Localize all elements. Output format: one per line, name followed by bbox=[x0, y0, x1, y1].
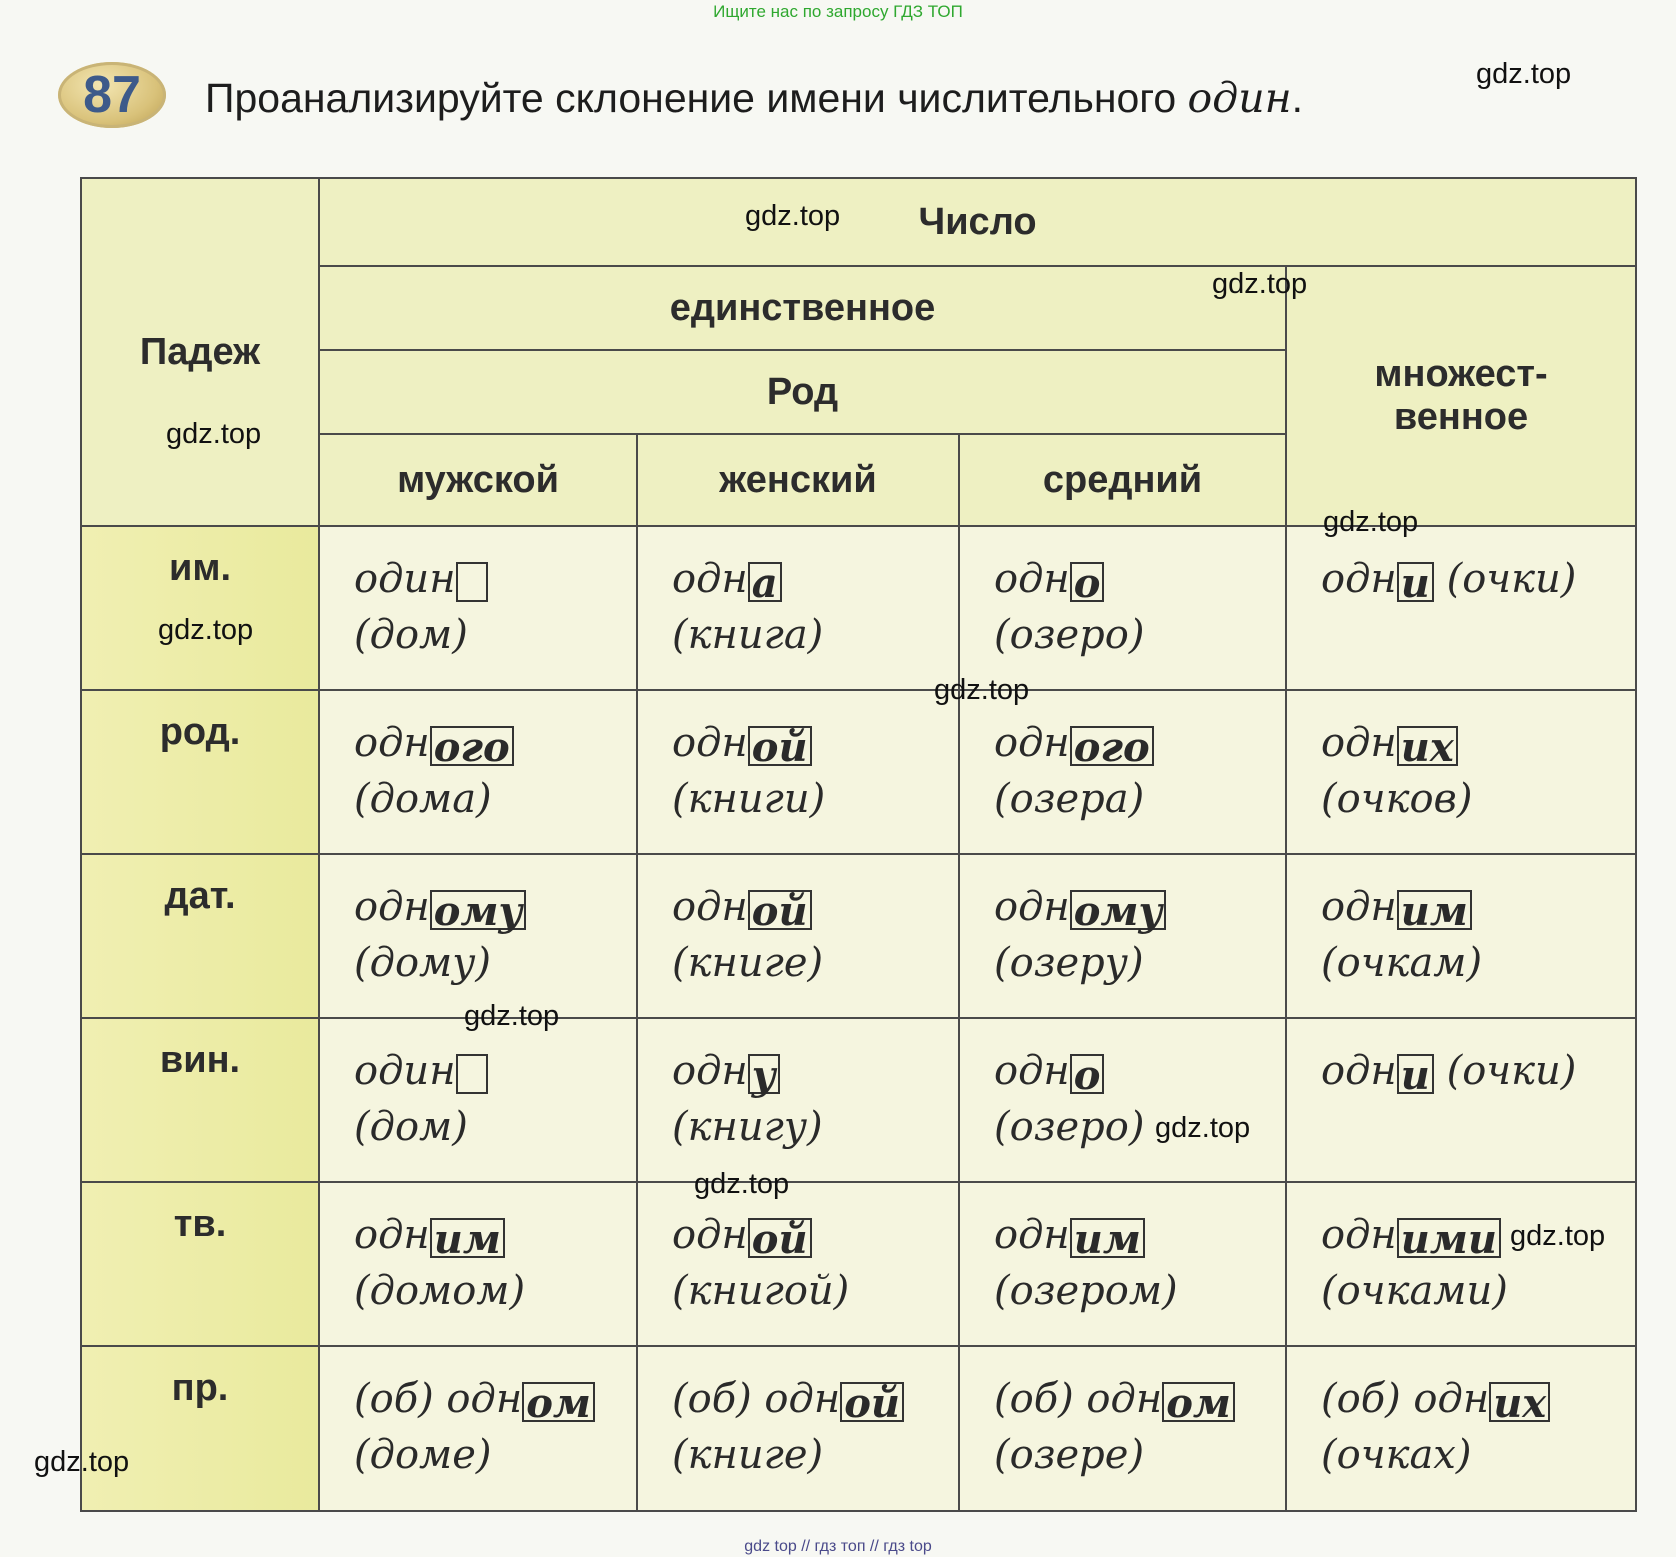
case-label: вин. bbox=[81, 1018, 319, 1182]
stem: одн bbox=[764, 1376, 841, 1422]
case-label: род. bbox=[81, 690, 319, 854]
ending-box: о bbox=[1070, 562, 1105, 602]
form-line bbox=[672, 551, 958, 607]
noun-line: (озера) bbox=[994, 776, 1145, 822]
stem: одн bbox=[672, 884, 748, 930]
ending-box: ому bbox=[430, 890, 527, 930]
watermark: gdz.top bbox=[158, 614, 254, 646]
declension-table bbox=[80, 177, 1637, 1512]
table-row bbox=[81, 526, 1636, 690]
form-cell bbox=[959, 1018, 1286, 1182]
bottom-note: gdz top // гдз топ // гдз top bbox=[744, 1538, 932, 1555]
header-plural-line1: множест- bbox=[1374, 353, 1548, 395]
form-cell bbox=[959, 854, 1286, 1018]
stem: один bbox=[354, 1048, 456, 1094]
noun-line: (озеро) bbox=[994, 612, 1145, 658]
noun-line: (озере) bbox=[994, 1432, 1145, 1478]
ending-box: у bbox=[748, 1054, 780, 1094]
form-cell bbox=[959, 526, 1286, 690]
preposition: (об) bbox=[354, 1376, 447, 1422]
stem: одн bbox=[994, 1212, 1070, 1258]
noun-line: (книгу) bbox=[672, 1104, 823, 1150]
stem: одн bbox=[354, 884, 430, 930]
ending-box: им bbox=[1397, 890, 1472, 930]
table-row bbox=[81, 1182, 1636, 1346]
noun-line: (очкам) bbox=[1321, 940, 1483, 986]
watermark: gdz.top bbox=[464, 1000, 560, 1032]
ending-box: ом bbox=[522, 1382, 595, 1422]
form-line bbox=[994, 1043, 1285, 1099]
stem: один bbox=[354, 556, 456, 602]
header-plural-line2: венное bbox=[1393, 396, 1529, 438]
form-line bbox=[672, 879, 958, 935]
form-line bbox=[354, 715, 636, 771]
stem: одн bbox=[1086, 1376, 1163, 1422]
ending-box: ой bbox=[840, 1382, 904, 1422]
form-cell bbox=[319, 1018, 637, 1182]
ending-box: ому bbox=[1070, 890, 1167, 930]
form-cell bbox=[637, 526, 959, 690]
stem: одн bbox=[1321, 1048, 1397, 1094]
form-line bbox=[994, 715, 1285, 771]
header-gender: Род bbox=[319, 350, 1286, 434]
form-line bbox=[994, 551, 1285, 607]
stem: одн bbox=[994, 1048, 1070, 1094]
ending-box: ого bbox=[430, 726, 514, 766]
table-row bbox=[81, 690, 1636, 854]
noun-line: (дома) bbox=[354, 776, 492, 822]
form-line bbox=[1321, 1371, 1635, 1427]
stem: одн bbox=[672, 556, 748, 602]
stem: одн bbox=[994, 884, 1070, 930]
header-feminine: женский bbox=[637, 434, 959, 526]
noun-inline: (очки) bbox=[1433, 556, 1577, 602]
form-cell bbox=[637, 854, 959, 1018]
stem: одн bbox=[1321, 1212, 1397, 1258]
table-row bbox=[81, 1346, 1636, 1511]
form-cell bbox=[319, 1346, 637, 1511]
noun-line: (озеро) bbox=[994, 1104, 1145, 1150]
ending-box: и bbox=[1397, 1054, 1434, 1094]
header-plural bbox=[1286, 266, 1636, 526]
ending-box: их bbox=[1397, 726, 1458, 766]
form-line bbox=[354, 1207, 636, 1263]
noun-line: (очках) bbox=[1321, 1432, 1472, 1478]
stem: одн bbox=[994, 720, 1070, 766]
noun-line: (книги) bbox=[672, 776, 826, 822]
noun-line: (озеру) bbox=[994, 940, 1144, 986]
form-line bbox=[994, 879, 1285, 935]
form-cell bbox=[959, 1182, 1286, 1346]
header-masculine: мужской bbox=[319, 434, 637, 526]
form-line bbox=[1321, 715, 1635, 771]
noun-line: (книгой) bbox=[672, 1268, 850, 1314]
watermark: gdz.top bbox=[34, 1446, 130, 1478]
form-cell bbox=[1286, 690, 1636, 854]
task-number-badge bbox=[58, 62, 166, 128]
ending-box: ой bbox=[748, 1218, 812, 1258]
form-line bbox=[994, 1371, 1285, 1427]
preposition: (об) bbox=[672, 1376, 765, 1422]
form-cell bbox=[1286, 526, 1636, 690]
noun-line: (дом) bbox=[354, 1104, 468, 1150]
table-row bbox=[81, 1018, 1636, 1182]
noun-line: (очками) bbox=[1321, 1268, 1508, 1314]
noun-line: (книге) bbox=[672, 940, 824, 986]
ending-box: а bbox=[748, 562, 782, 602]
case-label: дат. bbox=[81, 854, 319, 1018]
form-line bbox=[354, 551, 636, 607]
stem: одн bbox=[354, 720, 430, 766]
stem: одн bbox=[672, 720, 748, 766]
watermark: gdz.top bbox=[1155, 1112, 1251, 1144]
watermark: gdz.top bbox=[694, 1168, 790, 1200]
ending-box: и bbox=[1397, 562, 1434, 602]
noun-inline: (очки) bbox=[1433, 1048, 1577, 1094]
form-cell bbox=[319, 526, 637, 690]
ending-box: ом bbox=[1162, 1382, 1235, 1422]
stem: одн bbox=[1413, 1376, 1490, 1422]
form-cell bbox=[637, 690, 959, 854]
case-label: им. bbox=[81, 526, 319, 690]
task-number: 87 bbox=[83, 66, 141, 124]
watermark: gdz.top bbox=[1510, 1220, 1606, 1252]
form-cell bbox=[1286, 1182, 1636, 1346]
form-cell bbox=[319, 854, 637, 1018]
stem: одн bbox=[1321, 884, 1397, 930]
stem: одн bbox=[354, 1212, 430, 1258]
form-line bbox=[672, 1043, 958, 1099]
watermark: gdz.top bbox=[1212, 268, 1308, 300]
watermark: gdz.top bbox=[745, 200, 841, 232]
ending-box bbox=[456, 562, 488, 602]
form-line bbox=[1321, 551, 1635, 607]
noun-line: (очков) bbox=[1321, 776, 1473, 822]
watermark: gdz.top bbox=[934, 674, 1030, 706]
watermark: gdz.top bbox=[166, 418, 262, 450]
case-label: тв. bbox=[81, 1182, 319, 1346]
task-title-text: Проанализируйте склонение имени числительного bbox=[205, 75, 1188, 121]
noun-line: (дом) bbox=[354, 612, 468, 658]
task-title-word: один bbox=[1187, 74, 1292, 122]
watermark: gdz.top bbox=[1323, 506, 1419, 538]
form-cell bbox=[959, 690, 1286, 854]
table-row bbox=[81, 854, 1636, 1018]
stem: одн bbox=[446, 1376, 523, 1422]
ending-box: ого bbox=[1070, 726, 1154, 766]
form-line bbox=[672, 1371, 958, 1427]
form-cell bbox=[637, 1346, 959, 1511]
header-neuter: средний bbox=[959, 434, 1286, 526]
stem: одн bbox=[994, 556, 1070, 602]
header-case: Падеж bbox=[81, 178, 319, 526]
ending-box: о bbox=[1070, 1054, 1105, 1094]
ending-box: ой bbox=[748, 890, 812, 930]
stem: одн bbox=[672, 1048, 748, 1094]
form-cell bbox=[1286, 1018, 1636, 1182]
stem: одн bbox=[672, 1212, 748, 1258]
ending-box: их bbox=[1489, 1382, 1550, 1422]
form-line bbox=[672, 1207, 958, 1263]
form-cell bbox=[637, 1182, 959, 1346]
form-cell bbox=[637, 1018, 959, 1182]
header-singular: единственное bbox=[319, 266, 1286, 350]
header-number: Число bbox=[319, 178, 1636, 266]
ending-box: им bbox=[1070, 1218, 1145, 1258]
task-title bbox=[205, 74, 1303, 122]
noun-line: (доме) bbox=[354, 1432, 492, 1478]
preposition: (об) bbox=[994, 1376, 1087, 1422]
form-line bbox=[672, 715, 958, 771]
form-cell bbox=[1286, 854, 1636, 1018]
form-line bbox=[354, 879, 636, 935]
preposition: (об) bbox=[1321, 1376, 1414, 1422]
noun-line: (дому) bbox=[354, 940, 492, 986]
ending-box: ой bbox=[748, 726, 812, 766]
ending-box bbox=[456, 1054, 488, 1094]
top-search-note: Ищите нас по запросу ГДЗ ТОП bbox=[713, 2, 963, 21]
form-line bbox=[1321, 1043, 1635, 1099]
noun-line: (книге) bbox=[672, 1432, 824, 1478]
form-cell bbox=[959, 1346, 1286, 1511]
ending-box: ими bbox=[1397, 1218, 1501, 1258]
form-line bbox=[1321, 879, 1635, 935]
noun-line: (озером) bbox=[994, 1268, 1178, 1314]
form-line bbox=[994, 1207, 1285, 1263]
form-line bbox=[354, 1371, 636, 1427]
noun-line: (домом) bbox=[354, 1268, 526, 1314]
case-label: пр. bbox=[81, 1346, 319, 1511]
ending-box: им bbox=[430, 1218, 505, 1258]
stem: одн bbox=[1321, 556, 1397, 602]
stem: одн bbox=[1321, 720, 1397, 766]
form-line bbox=[354, 1043, 636, 1099]
noun-line: (книга) bbox=[672, 612, 824, 658]
task-title-end: . bbox=[1291, 75, 1304, 121]
form-cell bbox=[319, 1182, 637, 1346]
form-cell bbox=[319, 690, 637, 854]
form-cell bbox=[1286, 1346, 1636, 1511]
watermark: gdz.top bbox=[1476, 58, 1572, 90]
